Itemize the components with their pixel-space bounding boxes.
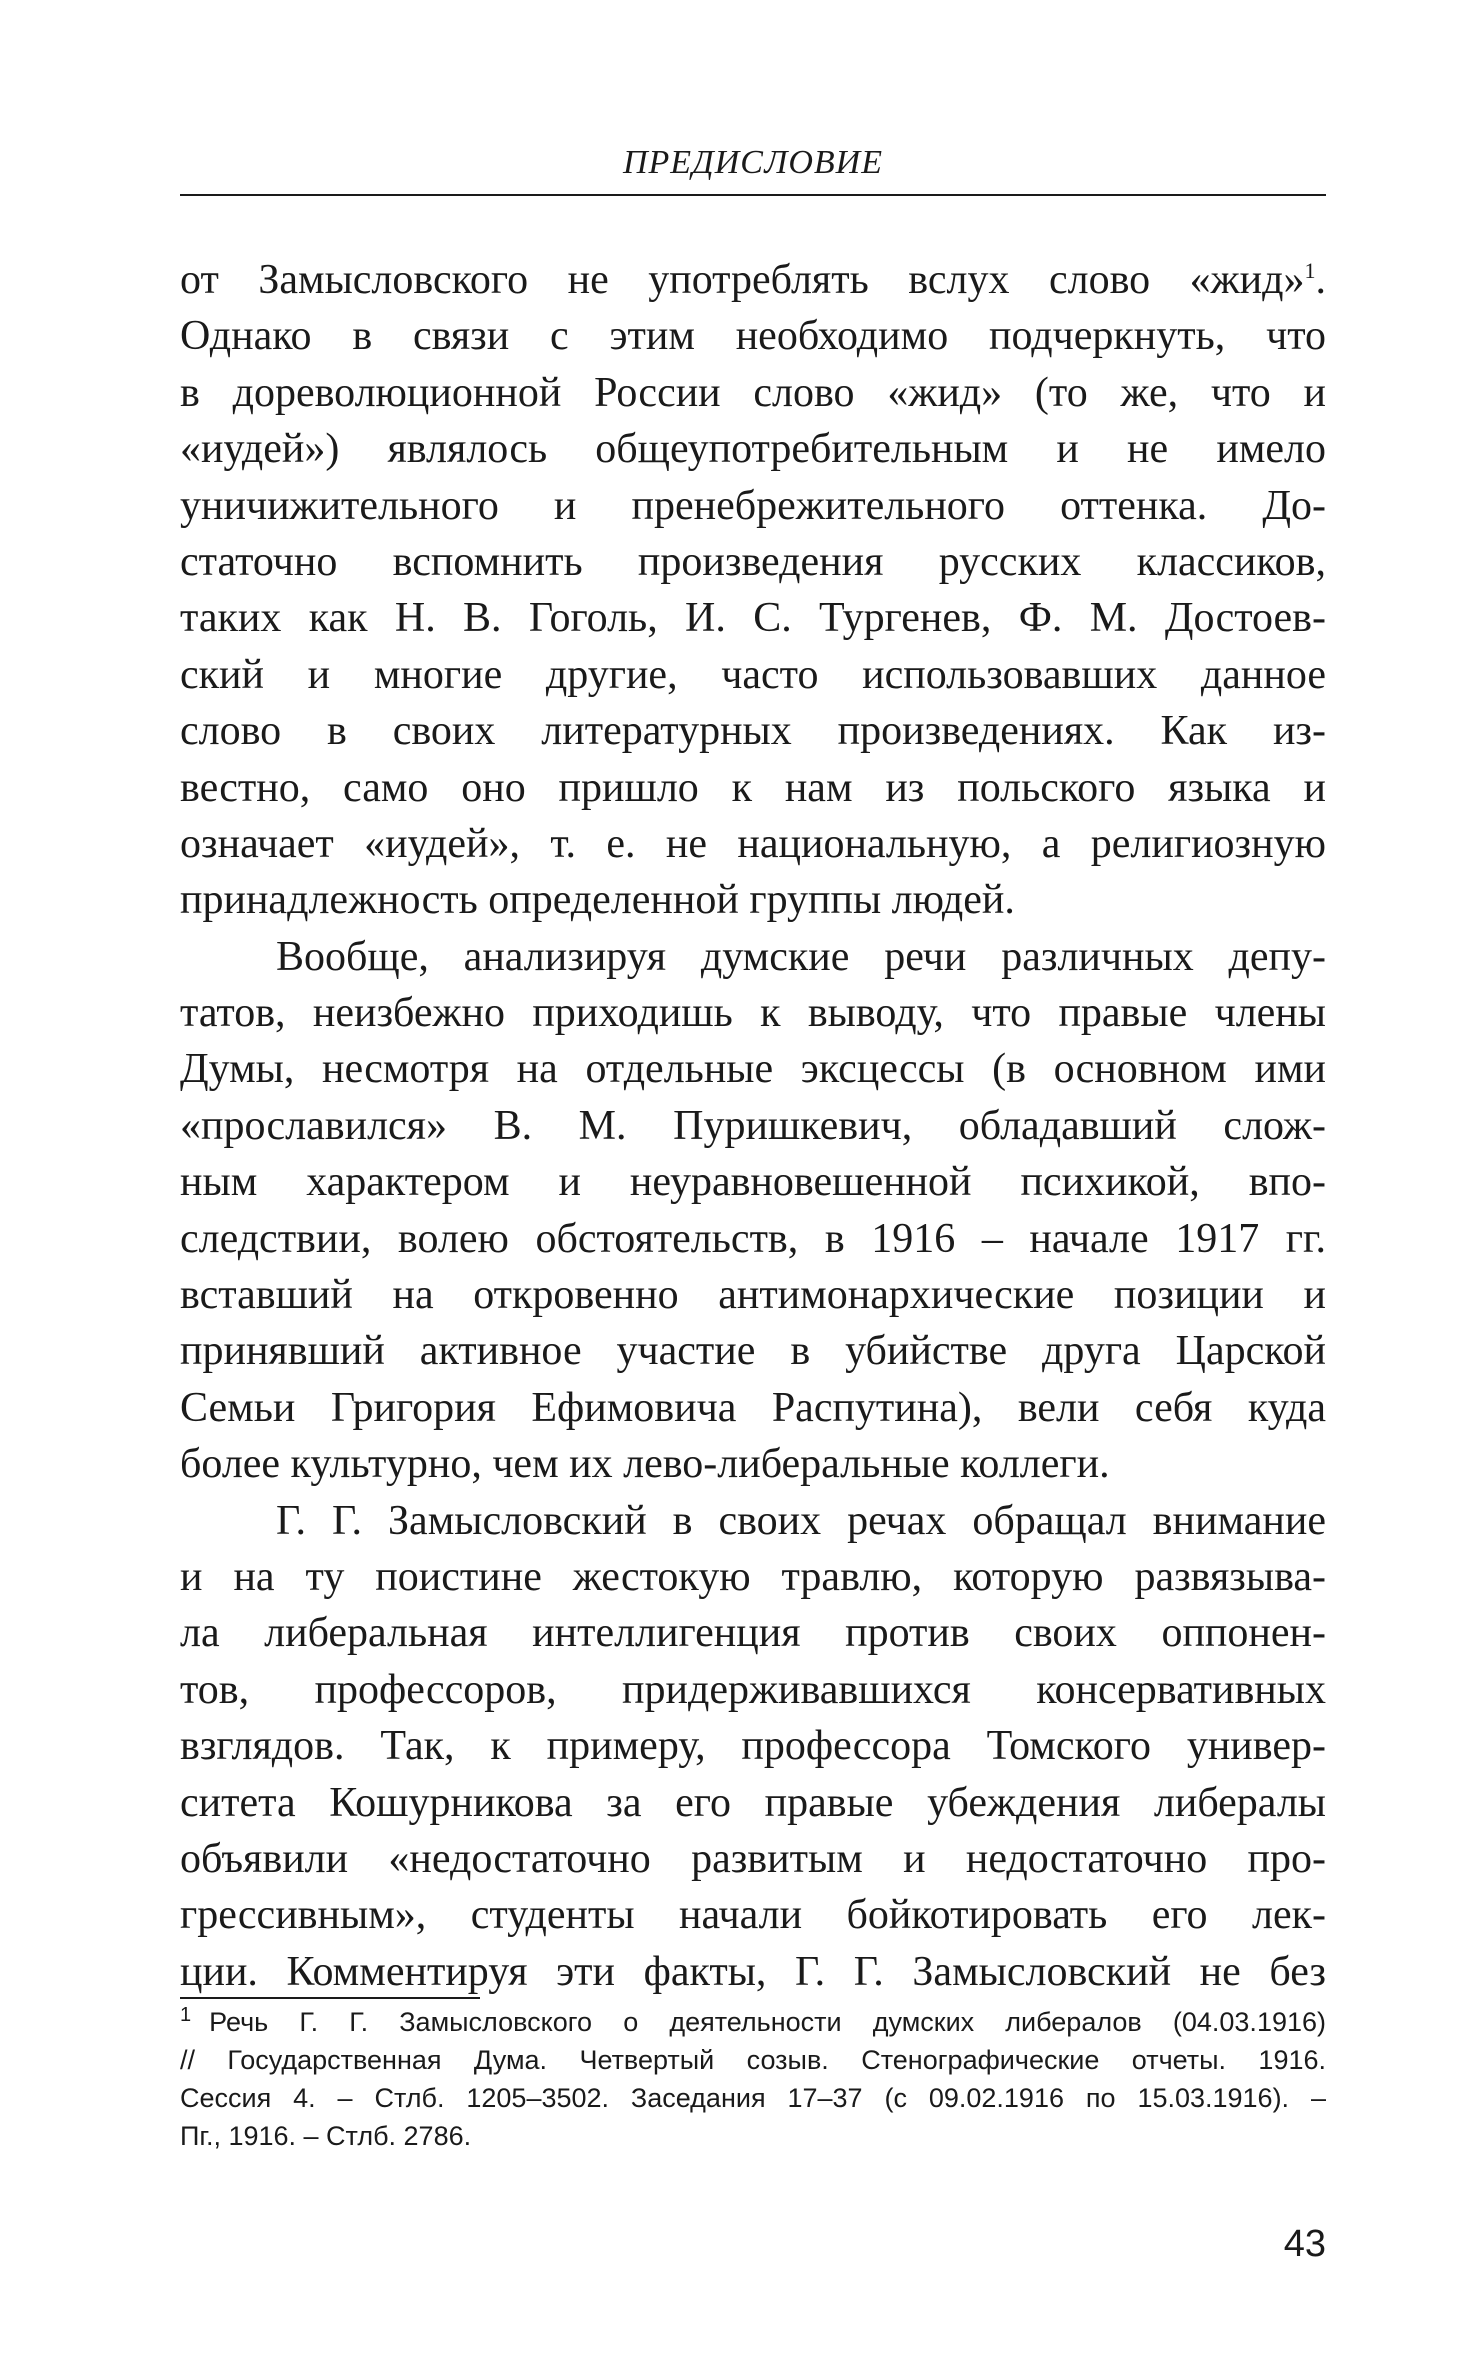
- text-line: Думы, несмотря на отдельные эксцессы (в основном ими: [180, 1046, 1326, 1093]
- text-line: таких как Н. В. Гоголь, И. С. Тургенев, Ф. М. Достоев-: [180, 595, 1326, 642]
- paragraph-1: [180, 252, 1326, 929]
- text-line: Г. Г. Замысловский в своих речах обращал внимание: [276, 1497, 1326, 1544]
- text-line: ла либеральная интеллигенция против своих оппонен-: [180, 1610, 1326, 1657]
- footnote-reference: 1: [1304, 258, 1316, 283]
- text-line: статочно вспомнить произведения русских классиков,: [180, 538, 1326, 585]
- text-line: слово в своих литературных произведениях. Как из-: [180, 708, 1326, 755]
- text-line: взглядов. Так, к примеру, профессора Томского универ-: [180, 1723, 1326, 1770]
- footnote-line-content: Речь Г. Г. Замысловского о деятельности думских либералов (04.03.1916): [209, 2007, 1326, 2037]
- text-line: принявший активное участие в убийстве друга Царской: [180, 1328, 1326, 1375]
- paragraph-2: [180, 929, 1326, 1493]
- footnote-line: Пг., 1916. – Стлб. 2786.: [180, 2121, 472, 2151]
- footnote-line: // Государственная Дума. Четвертый созыв. Стенографические отчеты. 1916.: [180, 2045, 1326, 2075]
- text-line: вставший на откровенно антимонархические позиции и: [180, 1272, 1326, 1319]
- text-line: Однако в связи с этим необходимо подчеркнуть, что: [180, 313, 1326, 360]
- footnote-line: Сессия 4. – Стлб. 1205–3502. Заседания 17–37 (с 09.02.1916 по 15.03.1916). –: [180, 2083, 1326, 2113]
- text-line: «прославился» В. М. Пуришкевич, обладавший слож-: [180, 1102, 1326, 1149]
- footnote-rule: [180, 1997, 480, 1999]
- text-line: объявили «недостаточно развитым и недостаточно про-: [180, 1835, 1326, 1882]
- page-number: 43: [1283, 2223, 1326, 2265]
- footnote: [180, 2003, 1326, 2155]
- text-line: более культурно, чем их лево-либеральные коллеги.: [180, 1441, 1110, 1488]
- text-line: уничижительного и пренебрежительного оттенка. До-: [180, 482, 1326, 529]
- text-line-tail: .: [1315, 257, 1326, 303]
- text-line: и на ту поистине жестокую травлю, которую развязыва-: [180, 1553, 1326, 1600]
- text-line: грессивным», студенты начали бойкотировать его лек-: [180, 1892, 1326, 1939]
- text-line: ситета Кошурникова за его правые убеждения либералы: [180, 1779, 1326, 1826]
- text-line: татов, неизбежно приходишь к выводу, что правые члены: [180, 990, 1326, 1037]
- main-text: [180, 252, 1326, 2000]
- header-rule: [180, 194, 1326, 196]
- text-line: Семьи Григория Ефимовича Распутина), вели себя куда: [180, 1384, 1326, 1431]
- text-line: тов, профессоров, придерживавшихся консервативных: [180, 1666, 1326, 1713]
- footnote-mark: 1: [180, 2004, 192, 2026]
- text-line: означает «иудей», т. е. не национальную, а религиозную: [180, 820, 1326, 867]
- text-line: [180, 252, 1326, 308]
- text-line: вестно, само оно пришло к нам из польского языка и: [180, 764, 1326, 811]
- text-line: в дореволюционной России слово «жид» (то же, что и: [180, 369, 1326, 416]
- text-line: принадлежность определенной группы людей.: [180, 877, 1015, 924]
- footnote-line: [180, 2003, 1326, 2041]
- text-line-content: от Замысловского не употреблять вслух слово «жид»: [180, 257, 1305, 303]
- text-line: Вообще, анализируя думские речи различных депу-: [276, 933, 1326, 980]
- text-line: ным характером и неуравновешенной психикой, впо-: [180, 1159, 1326, 1206]
- text-line: ский и многие другие, часто использовавших данное: [180, 651, 1326, 698]
- text-line: «иудей») являлось общеупотребительным и не имело: [180, 426, 1326, 473]
- text-line: следствии, волею обстоятельств, в 1916 – начале 1917 гг.: [180, 1215, 1326, 1262]
- paragraph-3: [180, 1493, 1326, 2001]
- running-head-title: ПРЕДИСЛОВИЕ: [622, 144, 884, 181]
- text-line: ции. Комментируя эти факты, Г. Г. Замысловский не без: [180, 1948, 1326, 1995]
